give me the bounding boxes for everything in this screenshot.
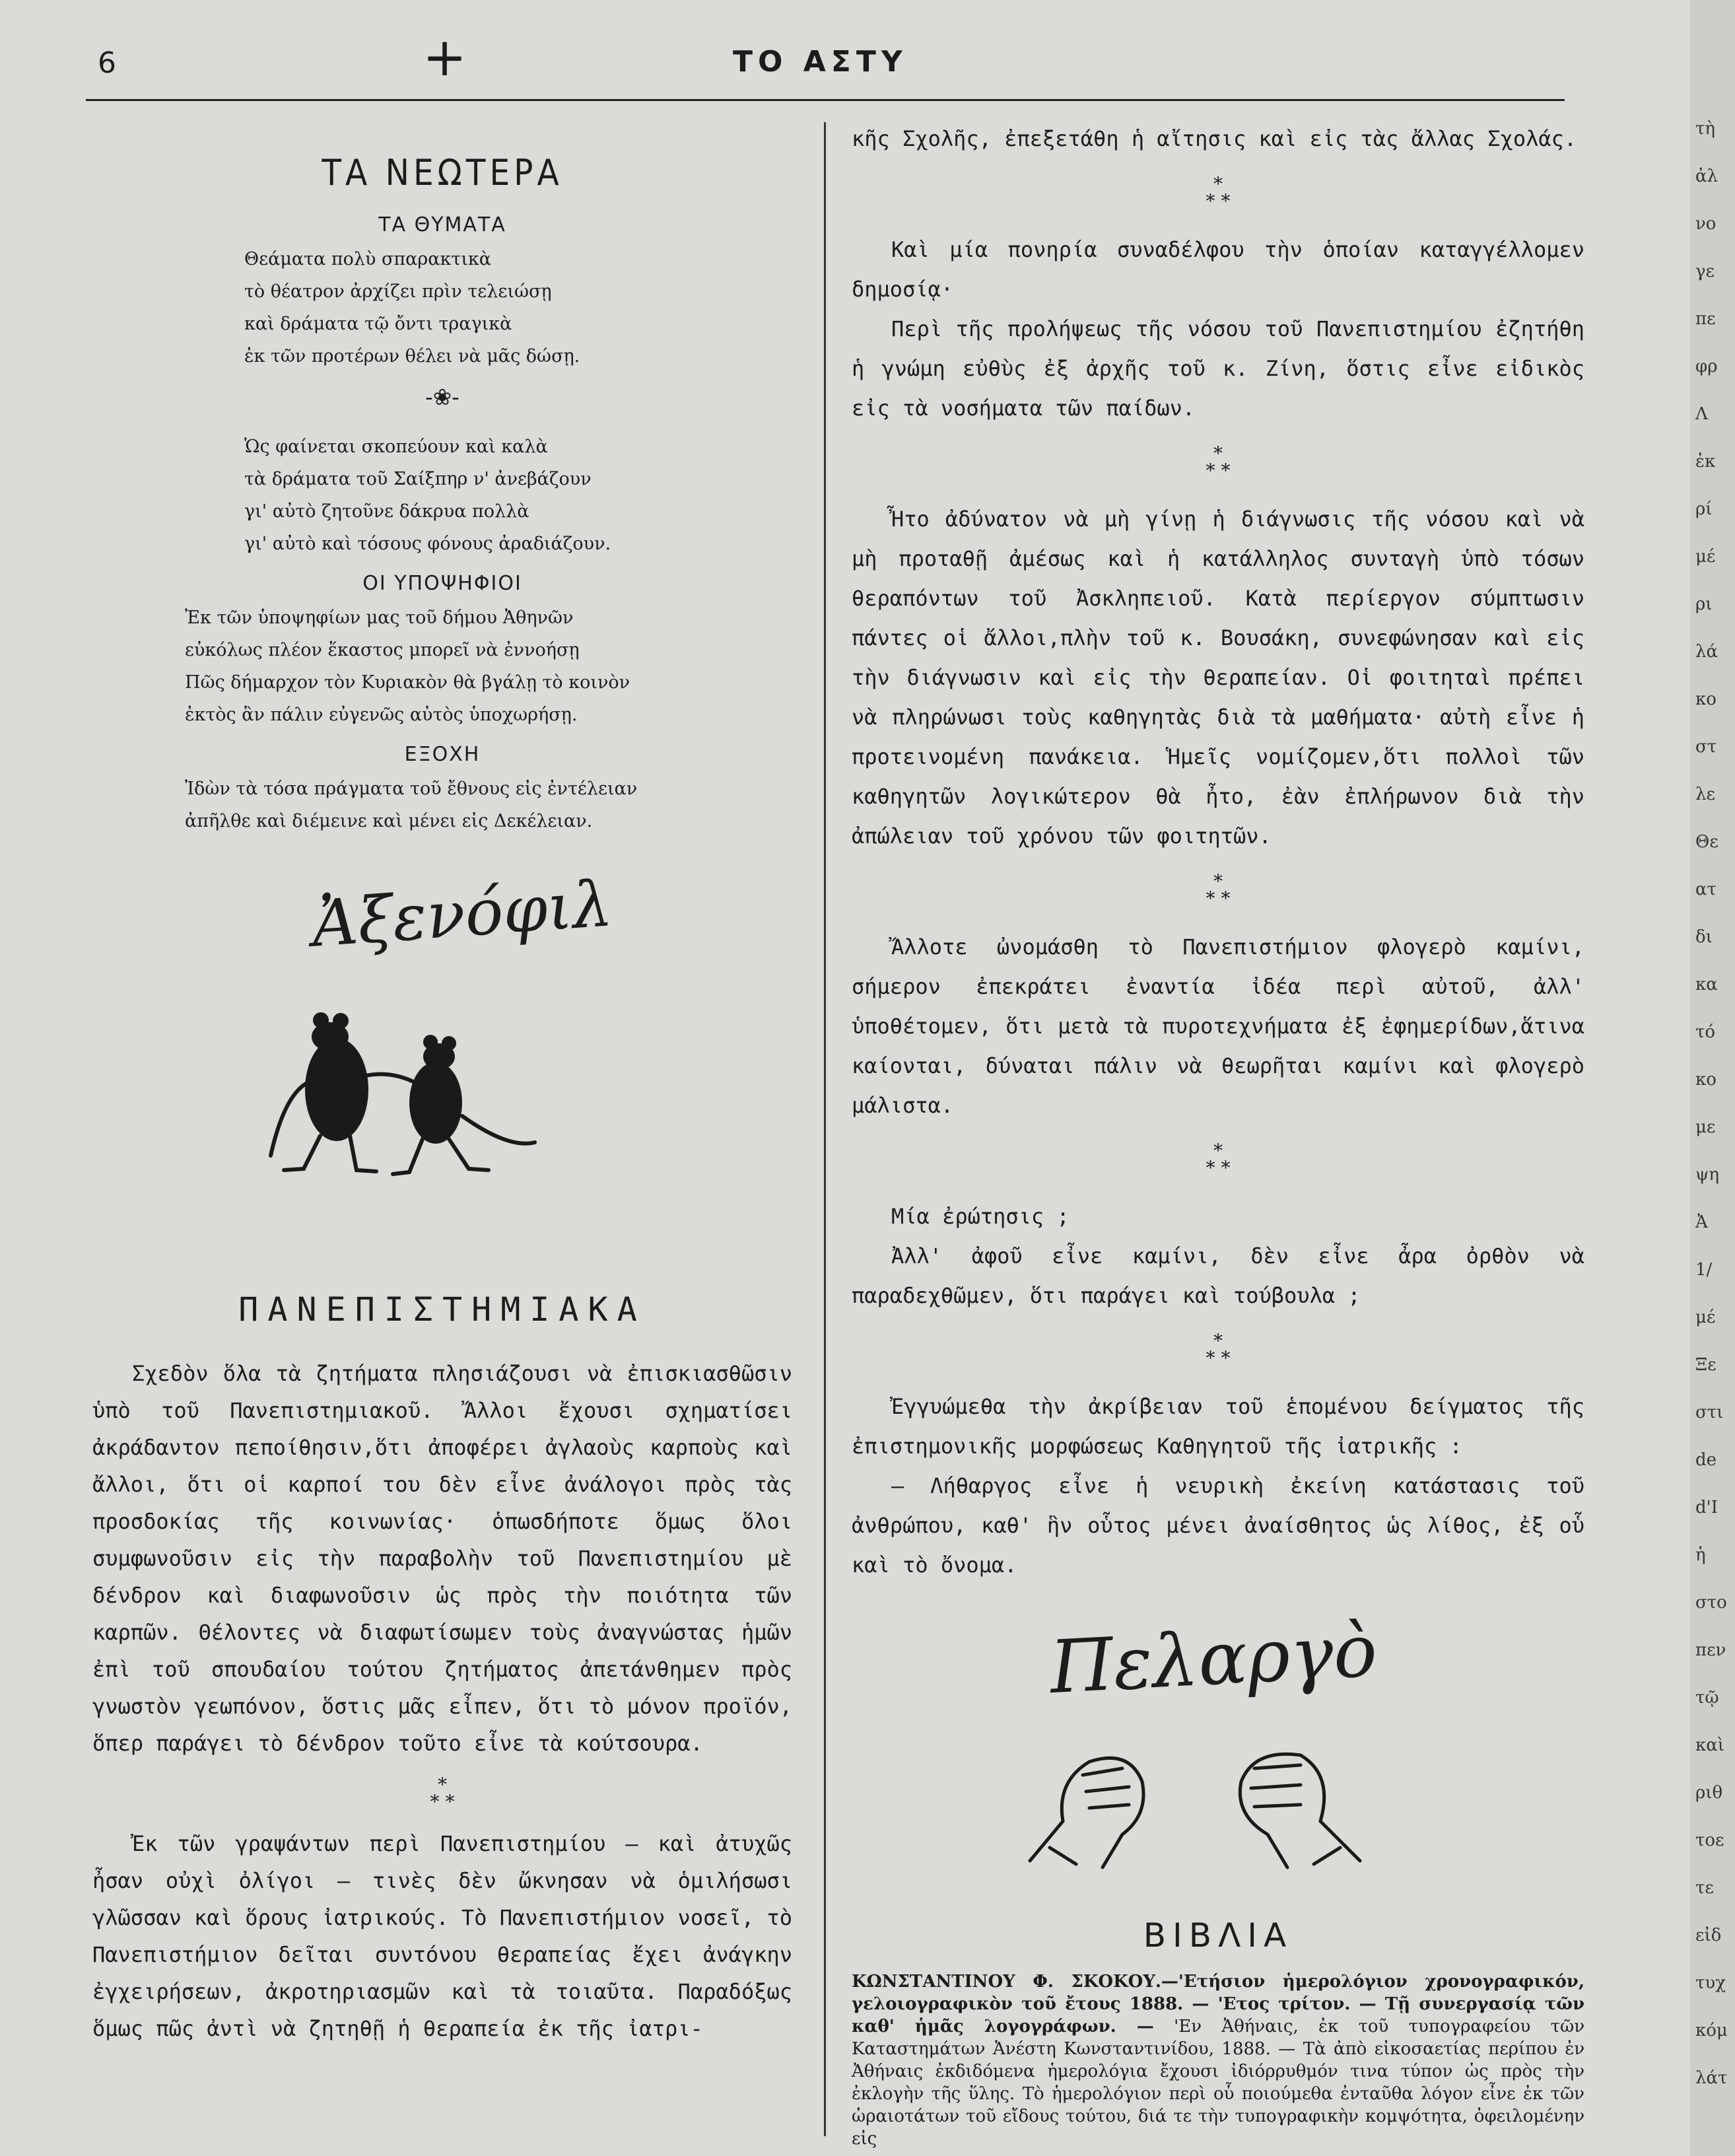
bleed-fragment: εἰδ bbox=[1695, 1926, 1722, 1945]
bleed-fragment: ατ bbox=[1695, 880, 1717, 899]
masthead-title: ΤΟ ΑΣΤΥ bbox=[733, 45, 908, 79]
pencil-mark: + bbox=[423, 26, 467, 88]
poem-line: ἐκ τῶν προτέρων θέλει νὰ μᾶς δώσῃ. bbox=[244, 346, 580, 366]
bleed-fragment: πεν bbox=[1695, 1640, 1726, 1660]
bleed-fragment: νο bbox=[1695, 214, 1717, 234]
poem-shakespeare bbox=[244, 431, 792, 560]
poem-line: γι' αὐτὸ ζητοῦνε δάκρυα πολλὰ bbox=[244, 501, 529, 522]
bleed-fragment: μέ bbox=[1695, 547, 1716, 567]
article-paragraph: κῆς Σχολῆς, ἐπεξετάθη ἡ αἴτησις καὶ εἰς τὰς ἄλλας Σχολάς. bbox=[852, 126, 1577, 151]
poem-line: ἀπῆλθε καὶ διέμεινε καὶ μένει εἰς Δεκέλειαν. bbox=[185, 811, 593, 831]
bleed-fragment: λά bbox=[1695, 642, 1718, 662]
poem-line: Ἰδὼν τὰ τόσα πράγματα τοῦ ἔθνους εἰς ἐντέλειαν bbox=[185, 779, 638, 799]
author-signature: Ἀξενόφιλ bbox=[309, 866, 615, 961]
article-paragraph: Μία ἐρώτησις ; bbox=[891, 1204, 1070, 1229]
bleed-fragment: κόμ bbox=[1695, 2021, 1728, 2040]
poem-line: εὐκόλως πλέον ἕκαστος μπορεῖ νὰ ἐννοήσῃ bbox=[185, 640, 580, 660]
bleed-fragment: ριθ bbox=[1695, 1783, 1723, 1803]
author-signature: Πελαργὸ bbox=[1048, 1608, 1379, 1710]
bleed-fragment: 1/ bbox=[1695, 1260, 1713, 1280]
bleed-fragment: στο bbox=[1695, 1593, 1727, 1613]
asterism: * * * bbox=[1206, 1330, 1231, 1369]
books-heading: ΒΙΒΛΙΑ bbox=[1143, 1916, 1293, 1955]
fists-illustration bbox=[1010, 1722, 1380, 1874]
article-paragraph: Περὶ τῆς προλήψεως τῆς νόσου τοῦ Πανεπιστημίου ἐζητήθη ἡ γνώμη εὐθὺς ἐξ ἀρχῆς τοῦ κ. Ζίνη, ὅστις εἶνε εἰδικὸς εἰς τὰ νοσήματα τῶν παίδων. bbox=[852, 316, 1584, 421]
bleed-fragment: Λ bbox=[1695, 404, 1708, 424]
bleed-fragment: με bbox=[1695, 1117, 1716, 1137]
left-column bbox=[92, 139, 792, 2047]
asterism: * * * bbox=[430, 1774, 455, 1813]
bleed-fragment: ἀλ bbox=[1695, 166, 1718, 186]
article-paragraph: Ἐκ τῶν γραψάντων περὶ Πανεπιστημίου — καὶ ἀτυχῶς ἦσαν οὐχὶ ὀλίγοι — τινὲς δὲν ὤκνησαν νὰ ὁμιλήσωσι γλῶσσαν καὶ ὅρους ἰατρικούς. Τὸ Πανεπιστήμιον νοσεῖ, τὸ Πανεπιστήμιον δεῖται συντόνου θεραπείας ἔχει ἀνάγκην ἐγχειρήσεων, ἀκροτηριασμῶν καὶ τὰ τοιαῦτα. Παραδόξως ὅμως πῶς ἀντὶ νὰ ζητηθῇ ἡ θεραπεία ἐκ τῆς ἰατρι- bbox=[92, 1831, 792, 2041]
page-number: 6 bbox=[98, 46, 116, 80]
poem-countryside bbox=[185, 773, 792, 837]
bleed-fragment: Ξε bbox=[1695, 1355, 1717, 1375]
poem-line: Θεάματα πολὺ σπαρακτικὰ bbox=[244, 249, 492, 269]
poem-line: ἐκτὸς ἂν πάλιν εὐγενῶς αὐτὸς ὑποχωρήσῃ. bbox=[185, 705, 578, 725]
article-paragraph: Ἐγγυώμεθα τὴν ἀκρίβειαν τοῦ ἑπομένου δείγματος τῆς ἐπιστημονικῆς μορφώσεως Καθηγητοῦ τῆς ἰατρικῆς : bbox=[852, 1394, 1584, 1459]
poem-line: γι' αὐτὸ καὶ τόσους φόνους ἀραδιάζουν. bbox=[244, 534, 611, 554]
poem-candidates bbox=[185, 602, 792, 731]
adjacent-page-bleed bbox=[1690, 0, 1735, 2156]
section-title-university: ΠΑΝΕΠΙΣΤΗΜΙΑΚΑ bbox=[238, 1290, 646, 1329]
bleed-fragment: τό bbox=[1695, 1022, 1716, 1042]
right-column bbox=[852, 119, 1584, 2150]
article-paragraph: Ἦτο ἀδύνατον νὰ μὴ γίνῃ ἡ διάγνωσις τῆς νόσου καὶ νὰ μὴ προταθῇ ἀμέσως καὶ ἡ κατάλληλος συνταγὴ ὑπὸ τόσων θεραπόντων τοῦ Ἀσκληπειοῦ. Κατὰ περίεργον σύμπτωσιν πάντες οἱ ἄλλοι,πλὴν τοῦ κ. Βουσάκη, συνεφώνησαν καὶ εἰς τὴν διάγνωσιν καὶ εἰς τὴν θεραπείαν. Οἱ φοιτηταὶ πρέπει νὰ πληρώνωσι τοὺς καθηγητὰς διὰ τὰ μαθήματα· αὐτὴ εἶνε ἡ προτεινομένη πανάκεια. Ἡμεῖς νομίζομεν,ὅτι πολλοὶ τῶν καθηγητῶν λογικώτερον θὰ ἦτο, ἐὰν ἐπλήρωνον διὰ τὴν ἀπώλειαν τοῦ χρόνου τῶν φοιτητῶν. bbox=[852, 506, 1584, 849]
bleed-fragment: λάτ bbox=[1695, 2068, 1728, 2088]
header-rule bbox=[86, 99, 1565, 101]
poem-line: τὰ δράματα τοῦ Σαίξπηρ ν' ἀνεβάζουν bbox=[244, 469, 592, 489]
bleed-fragment: Θε bbox=[1695, 832, 1718, 852]
asterism: * * * bbox=[1206, 1140, 1231, 1179]
bleed-fragment: τυχ bbox=[1695, 1973, 1726, 1993]
poem-line: Πῶς δήμαρχον τὸν Κυριακὸν θὰ βγάλῃ τὸ κοινὸν bbox=[185, 672, 630, 693]
bleed-fragment: τὴ bbox=[1695, 119, 1715, 139]
poem-line: καὶ δράματα τῷ ὄντι τραγικὰ bbox=[244, 314, 512, 334]
bleed-fragment: φρ bbox=[1695, 357, 1718, 376]
bleed-fragment: κα bbox=[1695, 975, 1718, 994]
bleed-fragment: τοε bbox=[1695, 1830, 1724, 1850]
ornament-divider: -❀- bbox=[425, 384, 459, 411]
asterism: * * * bbox=[1206, 442, 1231, 481]
book-review-bold: ΚΩΝΣΤΑΝΤΙΝΟΥ Φ. ΣΚΟΚΟΥ.—'Ετήσιον ἡμερολόγιον χρονογραφικόν, γελοιογραφικὸν τοῦ ἔτους 1888. — 'Ετος τρίτον. — Τῇ συνεργασίᾳ τῶν καθ' ἡμᾶς λογογράφων. — bbox=[852, 1972, 1584, 2036]
bleed-fragment: Ἀ bbox=[1695, 1212, 1708, 1232]
bleed-fragment: ρι bbox=[1695, 594, 1713, 614]
bleed-fragment: τε bbox=[1695, 1878, 1714, 1898]
bleed-fragment: κο bbox=[1695, 689, 1717, 709]
subheading-candidates: ΟΙ ΥΠΟΨΗΦΙΟΙ bbox=[362, 572, 522, 595]
bleed-fragment: de bbox=[1695, 1450, 1717, 1470]
subheading-countryside: ΕΞΟΧΗ bbox=[404, 743, 481, 766]
bleed-fragment: στ bbox=[1695, 737, 1717, 757]
subheading-victims: ΤΑ ΘΥΜΑΤΑ bbox=[378, 213, 506, 236]
poem-victims bbox=[244, 243, 792, 372]
dancing-mice-illustration bbox=[257, 991, 541, 1189]
article-paragraph: Ἄλλοτε ὠνομάσθη τὸ Πανεπιστήμιον φλογερὸ καμίνι, σήμερον ἐπεκράτει ἐναντία ἰδέα περὶ αὐτοῦ, ἀλλ' ὑποθέτομεν, ὅτι μετὰ τὰ πυροτεχνήματα ἐξ ἐφημερίδων,ἅτινα καίονται, δύναται πάλιν νὰ θεωρῆται καμίνι καὶ φλογερὸ μάλιστα. bbox=[852, 934, 1584, 1118]
bleed-fragment: γε bbox=[1695, 261, 1715, 281]
bleed-fragment: δι bbox=[1695, 927, 1713, 947]
bleed-fragment: καὶ bbox=[1695, 1735, 1725, 1755]
article-paragraph: Καὶ μία πονηρία συναδέλφου τὴν ὁποίαν καταγγέλλομεν δημοσίᾳ· bbox=[852, 237, 1584, 302]
bleed-fragment: λε bbox=[1695, 784, 1715, 804]
column-rule bbox=[824, 122, 826, 2136]
poem-line: Ἐκ τῶν ὑποψηφίων μας τοῦ δήμου Ἀθηνῶν bbox=[185, 608, 574, 628]
article-paragraph: Ἀλλ' ἀφοῦ εἶνε καμίνι, δὲν εἶνε ἆρα ὀρθὸν νὰ παραδεχθῶμεν, ὅτι παράγει καὶ τούβουλα ; bbox=[852, 1243, 1584, 1308]
article-paragraph: — Λήθαργος εἶνε ἡ νευρικὴ ἐκείνη κατάστασις τοῦ ἀνθρώπου, καθ' ἣν οὗτος μένει ἀναίσθητος ὡς λίθος, ἐξ οὗ καὶ τὸ ὄνομα. bbox=[852, 1473, 1584, 1578]
bleed-fragment: μέ bbox=[1695, 1307, 1716, 1327]
book-review-text: 'Εν Ἀθήναις, ἐκ τοῦ τυπογραφείου τῶν Καταστημάτων Ἀνέστη Κωνσταντινίδου, 1888. — Τὰ ἀπὸ εἰκοσαετίας περίπου ἐν Ἀθήναις ἐκδιδόμενα ἡμερολόγια ἔχουσι ἰδιόρρυθμόν τινα τύπον ὡς πρὸς τὴν ἐκλογὴν τῆς ὕλης. Τὸ ἡμερολόγιον περὶ οὗ ποιούμεθα ἐνταῦθα λόγον εἶνε ἐκ τῶν ὡραιοτάτων τοῦ εἴδους τούτου, διά τε τὴν τυπογραφικὴν κομψότητα, ὀφειλομένην εἰς bbox=[852, 2017, 1585, 2149]
bleed-fragment: ψη bbox=[1695, 1165, 1719, 1185]
bleed-fragment: τῷ bbox=[1695, 1688, 1719, 1708]
article-paragraph: Σχεδὸν ὅλα τὰ ζητήματα πλησιάζουσι νὰ ἐπισκιασθῶσιν ὑπὸ τοῦ Πανεπιστημιακοῦ. Ἄλλοι ἔχουσι σχηματίσει ἀκράδαντον πεποίθησιν,ὅτι ἀποφέρει ἀγλαοὺς καρποὺς καὶ ἄλλοι, ὅτι οἱ καρποί του δὲν εἶνε ἀνάλογοι πρὸς τὰς προσδοκίας τῆς κοινωνίας· ὁπωσδήποτε ὅμως ὅλοι συμφωνοῦσιν εἰς τὴν παραβολὴν τοῦ Πανεπιστημίου μὲ δένδρον καὶ διαφωνοῦσιν ὡς πρὸς τὴν ποιότητα τῶν καρπῶν. Θέλοντες νὰ διαφωτίσωμεν τοὺς ἀναγνώστας ἡμῶν ἐπὶ τοῦ σπουδαίου τούτου ζητήματος ἀπετάνθημεν πρὸς γνωστὸν γεωπόνον, ὅστις μᾶς εἶπεν, ὅτι τὸ μόνον προϊόν, ὅπερ παράγει τὸ δένδρον τοῦτο εἶνε τὰ κούτσουρα. bbox=[92, 1361, 792, 1756]
poem-line: τὸ θέατρον ἀρχίζει πρὶν τελειώσῃ bbox=[244, 281, 552, 302]
bleed-fragment: ἡ bbox=[1695, 1545, 1706, 1565]
book-review bbox=[852, 1970, 1584, 2150]
bleed-fragment: στι bbox=[1695, 1403, 1724, 1422]
bleed-fragment: d'I bbox=[1695, 1498, 1718, 1517]
bleed-fragment: ρί bbox=[1695, 499, 1713, 519]
bleed-fragment: κο bbox=[1695, 1070, 1717, 1090]
asterism: * * * bbox=[1206, 173, 1231, 212]
bleed-fragment: πε bbox=[1695, 309, 1716, 329]
section-title-newest: ΤΑ ΝΕΩΤΕΡΑ bbox=[322, 152, 563, 193]
asterism: * * * bbox=[1206, 870, 1231, 909]
bleed-fragment: ἐκ bbox=[1695, 452, 1716, 471]
poem-line: Ὡς φαίνεται σκοπεύουν καὶ καλὰ bbox=[244, 436, 548, 457]
